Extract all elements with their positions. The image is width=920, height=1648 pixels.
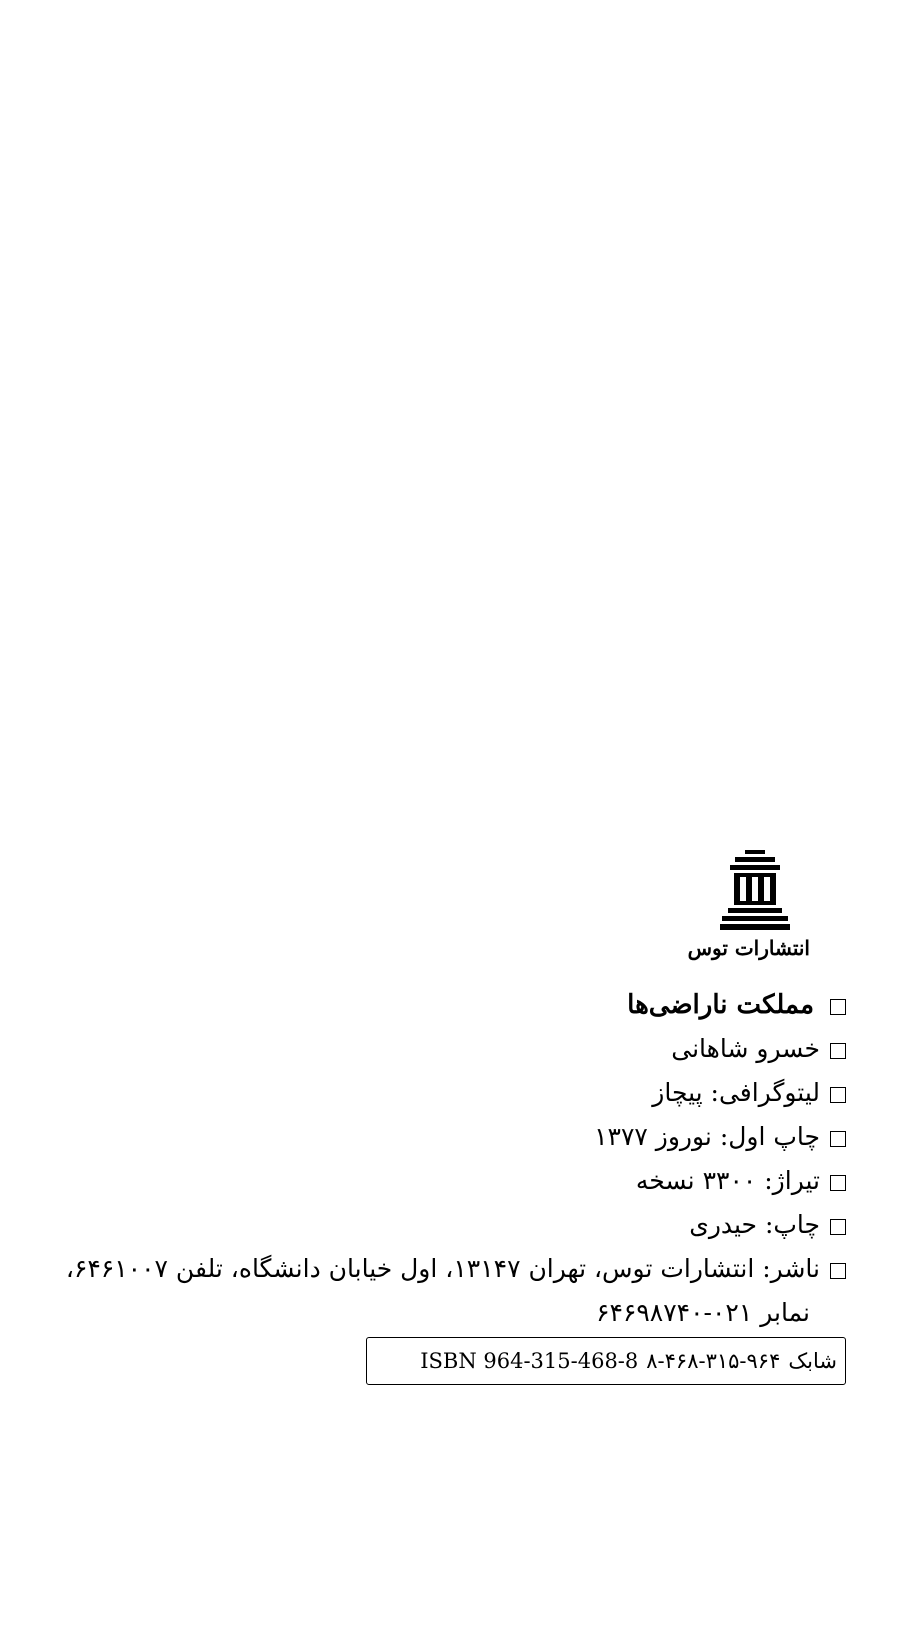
publisher-address: ناشر: انتشارات توس، تهران ۱۳۱۴۷، اول خیابان دانشگاه، تلفن ۶۴۶۱۰۰۷، <box>65 1254 820 1283</box>
isbn-latin: ISBN 964-315-468-8 <box>420 1349 639 1373</box>
isbn-box <box>366 1337 846 1385</box>
book-title-line <box>56 990 846 1020</box>
first-print-line <box>56 1122 846 1152</box>
checkbox-square-icon <box>830 999 846 1015</box>
author-line <box>56 1034 846 1064</box>
printer: چاپ: حیدری <box>689 1210 820 1239</box>
publisher-name: انتشارات توس <box>687 936 810 960</box>
publisher-line <box>56 1254 846 1328</box>
publisher-text <box>66 1254 820 1328</box>
pavilion-logo-icon <box>720 850 790 932</box>
isbn-persian-label: شابک <box>788 1349 837 1373</box>
publisher-fax: نمابر ۰۲۱-۶۴۶۹۸۷۴۰ <box>596 1298 810 1327</box>
circulation: تیراژ: ۳۳۰۰ نسخه <box>635 1166 820 1195</box>
printer-line <box>56 1210 846 1240</box>
publisher-logo <box>687 850 810 960</box>
checkbox-square-icon <box>830 1043 846 1059</box>
lithography: لیتوگرافی: پیچاز <box>652 1078 820 1107</box>
colophon <box>56 990 846 1342</box>
isbn-persian-number: ۸-۴۶۸-۳۱۵-۹۶۴ <box>646 1349 781 1373</box>
lithography-line <box>56 1078 846 1108</box>
checkbox-square-icon <box>830 1087 846 1103</box>
checkbox-square-icon <box>830 1131 846 1147</box>
checkbox-square-icon <box>830 1219 846 1235</box>
checkbox-square-icon <box>830 1263 846 1279</box>
first-print: چاپ اول: نوروز ۱۳۷۷ <box>594 1122 820 1151</box>
checkbox-square-icon <box>830 1175 846 1191</box>
author: خسرو شاهانی <box>671 1034 820 1063</box>
circulation-line <box>56 1166 846 1196</box>
book-title: مملکت ناراضی‌ها <box>627 990 814 1020</box>
